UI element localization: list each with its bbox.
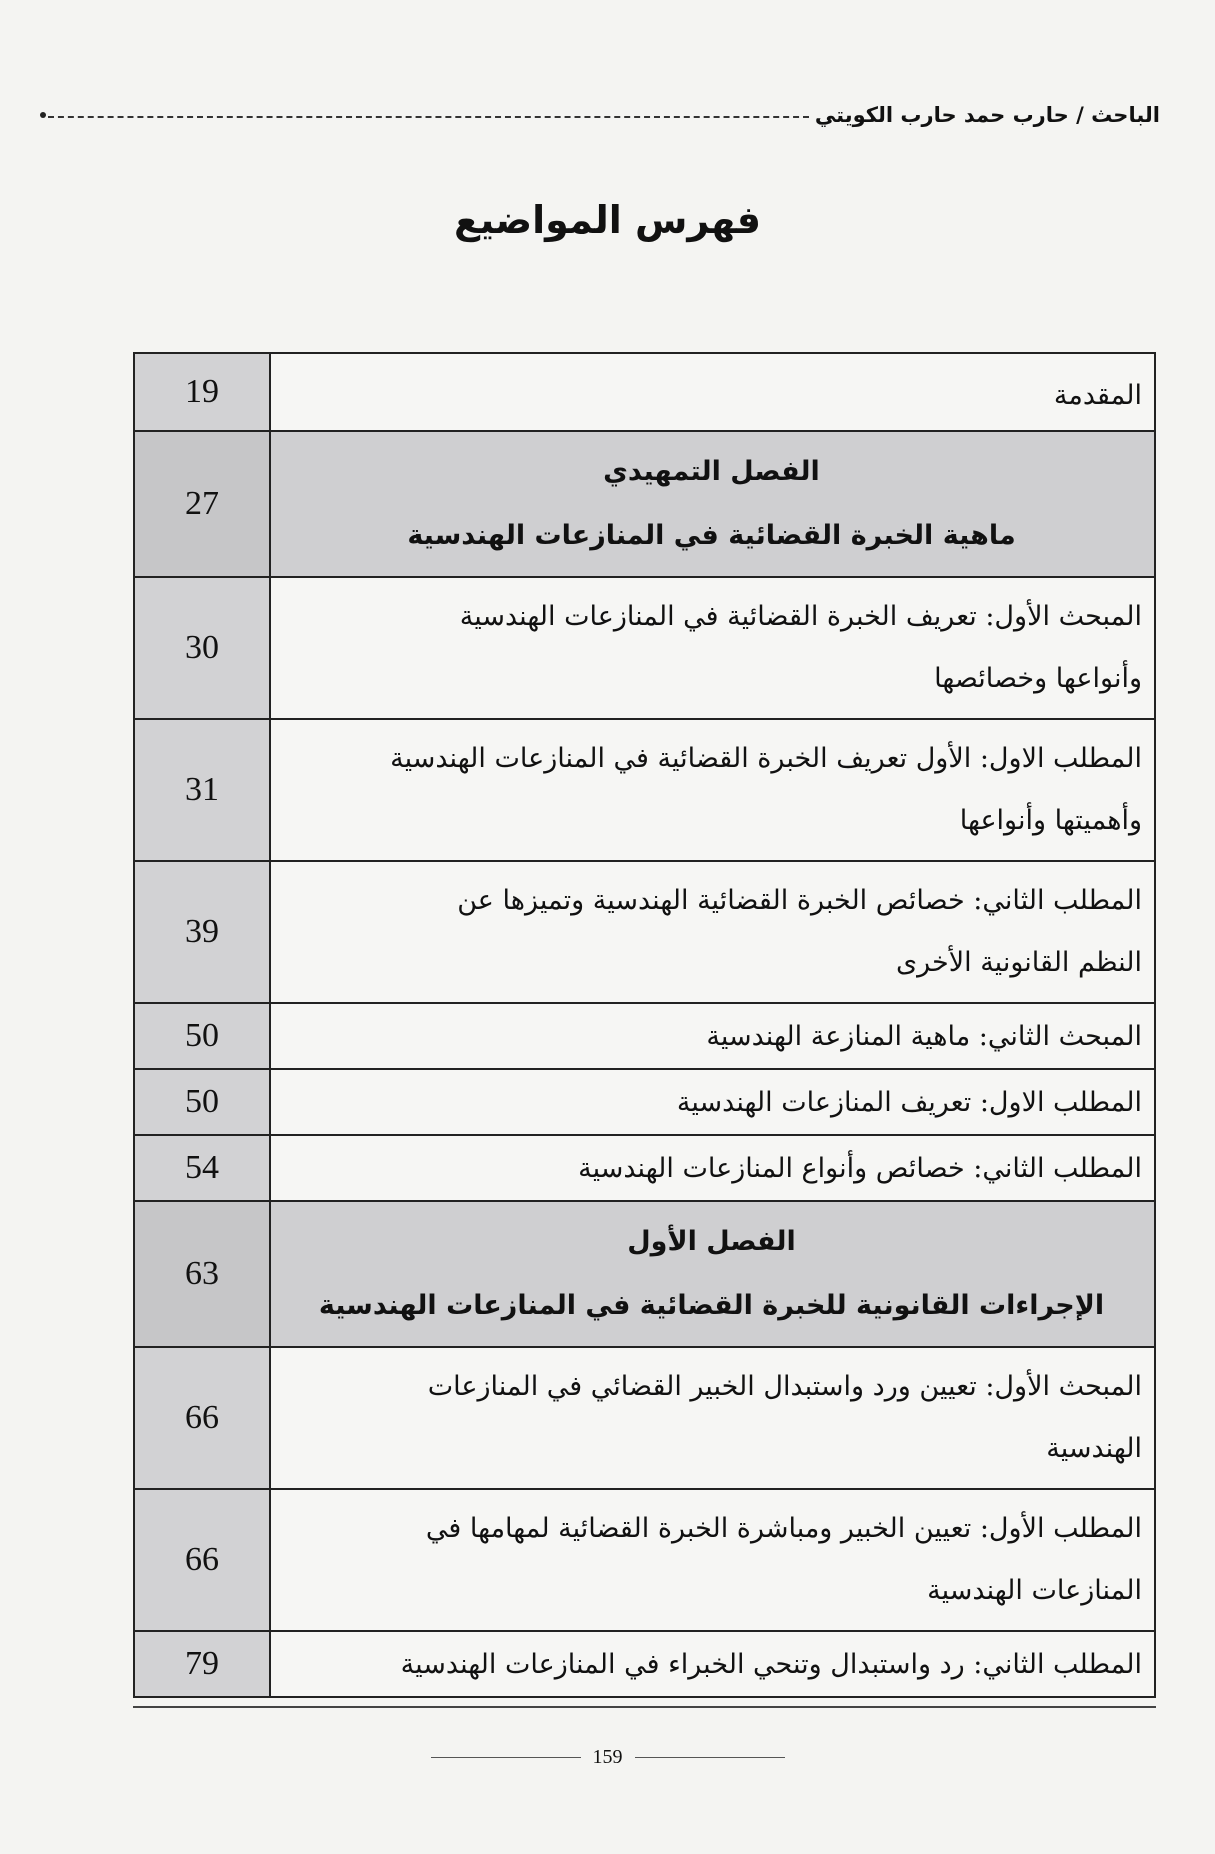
toc-page-number: 63 [134, 1201, 270, 1347]
toc-row [134, 577, 1155, 719]
toc-row [134, 719, 1155, 861]
toc-page-number: 19 [134, 353, 270, 431]
toc-entry-title [270, 1631, 1155, 1697]
toc-entry-line: الفصل الأول [627, 1226, 796, 1257]
toc-row [134, 1003, 1155, 1069]
toc-page-number: 66 [134, 1489, 270, 1631]
toc-entry-line: المطلب الأول: تعيين الخبير ومباشرة الخبرة القضائية لمهامها في [425, 1513, 1142, 1544]
toc-entry-title [270, 353, 1155, 431]
toc-page-number: 27 [134, 431, 270, 577]
toc-entry-title [270, 1069, 1155, 1135]
toc-entry-line: المطلب الثاني: خصائص وأنواع المنازعات الهندسية [578, 1153, 1142, 1184]
toc-page-number: 31 [134, 719, 270, 861]
toc-row [134, 1069, 1155, 1135]
toc-page-number: 39 [134, 861, 270, 1003]
toc-page-number: 54 [134, 1135, 270, 1201]
toc-chapter-row [134, 431, 1155, 577]
toc-chapter-row [134, 1201, 1155, 1347]
header-author: الباحث / حارب حمد حارب الكويتي [814, 103, 1160, 127]
toc-entry-line: المبحث الثاني: ماهية المنازعة الهندسية [706, 1021, 1142, 1052]
toc-entry-line: وأهميتها وأنواعها [959, 805, 1142, 836]
header-rule-end-dot [40, 112, 46, 118]
toc-entry-line: الفصل التمهيدي [603, 456, 820, 487]
toc-entry-line: المنازعات الهندسية [927, 1575, 1142, 1606]
toc-entry-line: الهندسية [1046, 1433, 1142, 1464]
toc-entry-title [270, 1135, 1155, 1201]
toc-entry-title [270, 577, 1155, 719]
toc-entry-line: الإجراءات القانونية للخبرة القضائية في المنازعات الهندسية [318, 1290, 1105, 1321]
toc-entry-title [270, 1489, 1155, 1631]
page-number: 159 [592, 1746, 623, 1768]
toc-entry-title [270, 1347, 1155, 1489]
toc-entry-title [270, 861, 1155, 1003]
toc-row [134, 1347, 1155, 1489]
toc-body [134, 353, 1155, 1697]
toc-row [134, 861, 1155, 1003]
toc-entry-line: ماهية الخبرة القضائية في المنازعات الهندسية [407, 520, 1016, 551]
toc-entry-line: المبحث الأول: تعيين ورد واستبدال الخبير القضائي في المنازعات [427, 1371, 1142, 1402]
toc-row [134, 1489, 1155, 1631]
toc-page-number: 30 [134, 577, 270, 719]
toc-entry-title [270, 1003, 1155, 1069]
toc-entry-line: النظم القانونية الأخرى [896, 947, 1142, 978]
toc-entry-title [270, 1201, 1155, 1347]
header-dashed-rule [48, 116, 809, 118]
footer-rule [133, 1706, 1156, 1708]
toc-entry-line: المطلب الاول: الأول تعريف الخبرة القضائية في المنازعات الهندسية [390, 743, 1142, 774]
toc-entry-line: المقدمة [1053, 380, 1142, 411]
toc-entry-title [270, 719, 1155, 861]
toc-page-number: 79 [134, 1631, 270, 1697]
running-header [40, 98, 1160, 132]
page-folio [0, 1746, 1215, 1769]
toc-row [134, 1631, 1155, 1697]
toc-entry-title [270, 431, 1155, 577]
toc-row [134, 1135, 1155, 1201]
toc-entry-line: المبحث الأول: تعريف الخبرة القضائية في المنازعات الهندسية [459, 601, 1142, 632]
page-title: فهرس المواضيع [453, 198, 762, 242]
toc-entry-line: وأنواعها وخصائصها [934, 663, 1142, 694]
toc-page-number: 50 [134, 1003, 270, 1069]
folio-rule-left [431, 1757, 581, 1758]
toc-entry-line: المطلب الاول: تعريف المنازعات الهندسية [676, 1087, 1142, 1118]
toc-row [134, 353, 1155, 431]
folio-rule-right [635, 1757, 785, 1758]
toc-table [133, 352, 1156, 1698]
toc-page-number: 50 [134, 1069, 270, 1135]
toc-entry-line: المطلب الثاني: رد واستبدال وتنحي الخبراء في المنازعات الهندسية [400, 1649, 1142, 1680]
toc-page-number: 66 [134, 1347, 270, 1489]
toc-entry-line: المطلب الثاني: خصائص الخبرة القضائية الهندسية وتميزها عن [457, 885, 1142, 916]
